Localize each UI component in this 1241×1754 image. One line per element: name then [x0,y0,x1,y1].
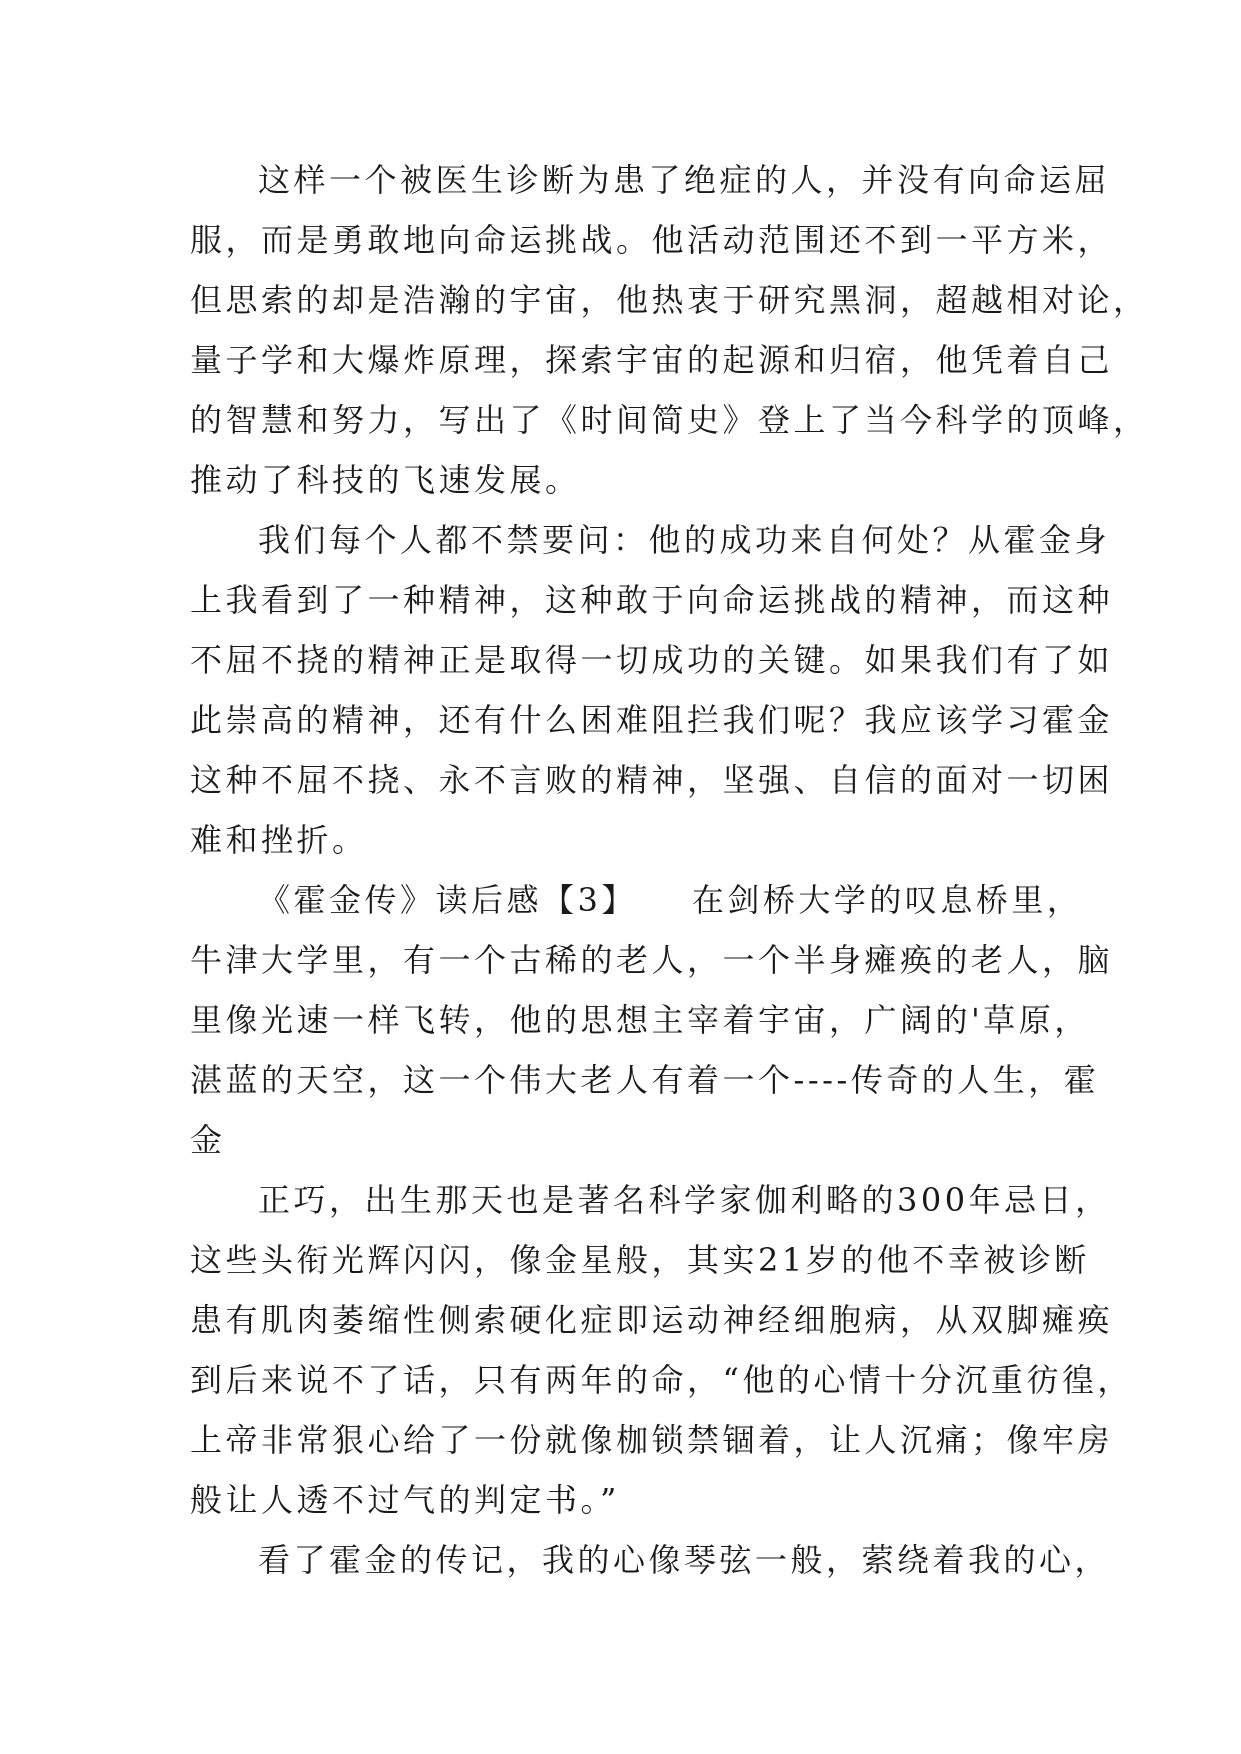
text-line: 这种不屈不挠、永不言败的精神，坚强、自信的面对一切困 [190,761,1114,799]
text-line: 这样一个被医生诊断为患了绝症的人，并没有向命运屈 [258,161,1111,199]
text-line: 牛津大学里，有一个古稀的老人，一个半身瘫痪的老人，脑 [190,941,1114,979]
text-line: 但思索的却是浩瀚的宇宙，他热衷于研究黑洞，超越相对论， [190,281,1149,319]
text-line: 推动了科技的飞速发展。 [190,461,581,499]
text-line: 患有肌肉萎缩性侧索硬化症即运动神经细胞病，从双脚瘫痪 [190,1301,1114,1339]
text-line: 服，而是勇敢地向命运挑战。他活动范围还不到一平方米， [190,221,1114,259]
text-line: 的智慧和努力，写出了《时间简史》登上了当今科学的顶峰， [190,401,1149,439]
text-line: 难和挫折。 [190,821,368,859]
text-line: 正巧，出生那天也是著名科学家伽利略的300年忌日， [258,1181,1111,1219]
text-line: 上我看到了一种精神，这种敢于向命运挑战的精神，而这种 [190,581,1114,619]
document-page [190,150,1149,1590]
text-line: 金 [190,1121,226,1159]
text-line: 不屈不挠的精神正是取得一切成功的关键。如果我们有了如 [190,641,1114,679]
text-line: 此崇高的精神，还有什么困难阻拦我们呢？我应该学习霍金 [190,701,1114,739]
text-line: 上帝非常狠心给了一份就像枷锁禁锢着，让人沉痛；像牢房 [190,1421,1114,1459]
text-line: 到后来说不了话，只有两年的命，“他的心情十分沉重彷徨， [190,1361,1133,1399]
paragraph [190,870,1114,1170]
text-line: 湛蓝的天空，这一个伟大老人有着一个----传奇的人生，霍 [190,1061,1100,1099]
paragraph [190,510,1114,870]
text-line: 这些头衔光辉闪闪，像金星般，其实21岁的他不幸被诊断 [190,1241,1090,1279]
text-line: 里像光速一样飞转，他的思想主宰着宇宙，广阔的'草原， [190,1001,1090,1039]
section-heading-line: 《霍金传》读后感【3】 在剑桥大学的叹息桥里， [258,881,1083,919]
paragraph [190,150,1149,510]
paragraph [190,1530,1111,1590]
text-line: 我们每个人都不禁要问：他的成功来自何处？从霍金身 [258,521,1111,559]
paragraph [190,1170,1133,1530]
text-line: 看了霍金的传记，我的心像琴弦一般，萦绕着我的心， [258,1541,1111,1579]
text-line: 般让人透不过气的判定书。” [190,1481,620,1519]
text-line: 量子学和大爆炸原理，探索宇宙的起源和归宿，他凭着自己 [190,341,1114,379]
